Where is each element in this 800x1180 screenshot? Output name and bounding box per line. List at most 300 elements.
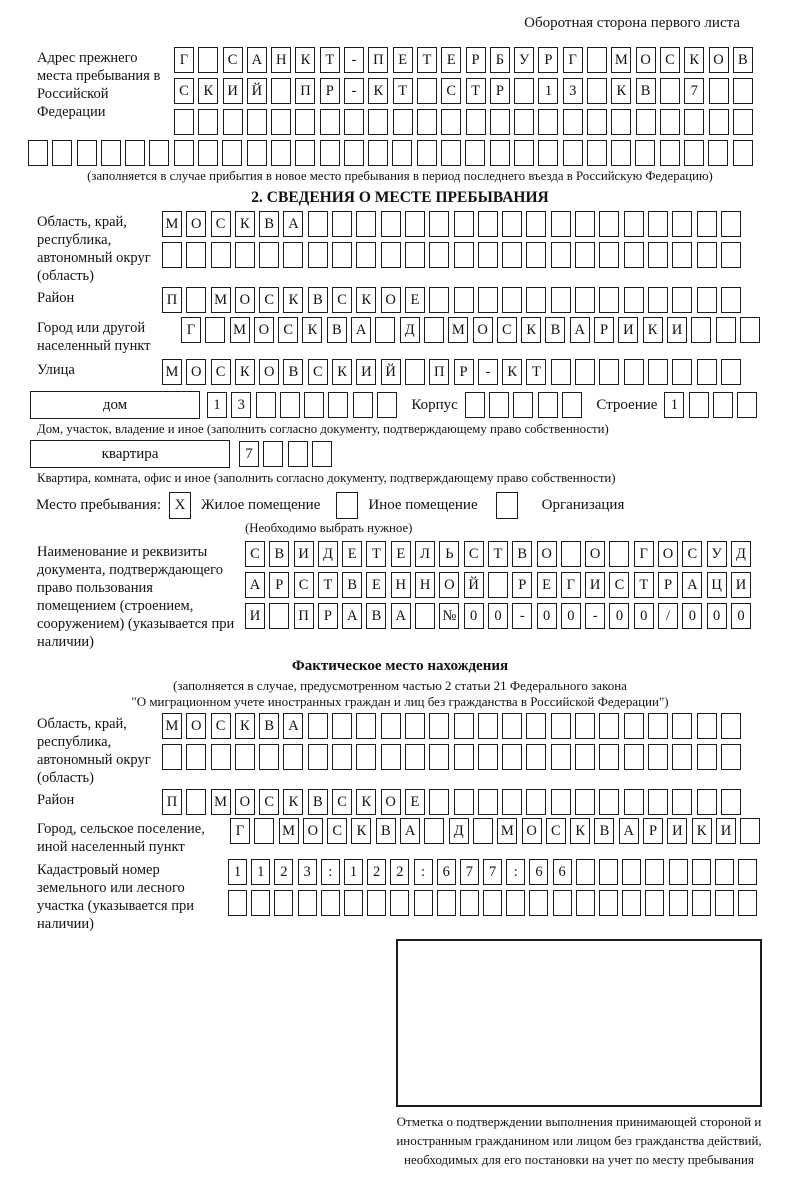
char-box[interactable]: В [283,359,303,385]
char-box[interactable] [692,890,711,916]
char-box[interactable] [645,859,664,885]
char-box[interactable]: Н [415,572,435,598]
char-box[interactable] [405,359,425,385]
char-box[interactable] [465,140,485,166]
char-box[interactable] [624,744,644,770]
char-box[interactable] [526,789,546,815]
char-box[interactable] [672,789,692,815]
char-box[interactable]: 0 [537,603,557,629]
char-box[interactable] [377,392,397,418]
checkbox-organization[interactable] [496,492,518,519]
char-box[interactable]: Р [454,359,474,385]
char-box[interactable]: И [716,818,736,844]
char-box[interactable]: Д [449,818,469,844]
char-box[interactable]: О [636,47,656,73]
char-box[interactable]: Р [643,818,663,844]
char-box[interactable]: Е [393,47,413,73]
char-box[interactable]: 1 [251,859,270,885]
char-box[interactable] [405,713,425,739]
char-box[interactable]: 7 [239,441,259,467]
char-box[interactable]: С [464,541,484,567]
char-box[interactable]: 7 [460,859,479,885]
char-box[interactable]: М [279,818,299,844]
char-box[interactable]: Р [318,603,338,629]
char-box[interactable] [599,359,619,385]
char-box[interactable]: 7 [483,859,502,885]
char-box[interactable]: С [308,359,328,385]
char-box[interactable]: В [376,818,396,844]
char-box[interactable]: Т [488,541,508,567]
char-box[interactable]: Н [391,572,411,598]
char-box[interactable]: - [344,47,364,73]
char-box[interactable]: К [570,818,590,844]
char-box[interactable] [429,242,449,268]
char-box[interactable] [308,744,328,770]
char-box[interactable] [353,392,373,418]
char-box[interactable] [274,890,293,916]
char-box[interactable] [283,744,303,770]
char-box[interactable] [713,392,733,418]
char-box[interactable]: М [162,359,182,385]
char-box[interactable] [332,713,352,739]
char-box[interactable]: Н [271,47,291,73]
char-box[interactable] [441,140,461,166]
char-box[interactable] [198,47,218,73]
char-box[interactable]: Ц [707,572,727,598]
char-box[interactable] [611,109,631,135]
char-box[interactable]: Е [537,572,557,598]
char-box[interactable] [77,140,97,166]
char-box[interactable]: К [643,317,663,343]
char-box[interactable]: Й [464,572,484,598]
char-box[interactable] [697,789,717,815]
char-box[interactable]: Е [405,287,425,313]
char-box[interactable] [563,140,583,166]
char-box[interactable]: Р [466,47,486,73]
char-box[interactable]: И [294,541,314,567]
char-box[interactable] [466,109,486,135]
char-box[interactable] [514,140,534,166]
char-box[interactable] [599,744,619,770]
char-box[interactable]: И [667,317,687,343]
char-box[interactable]: П [429,359,449,385]
char-box[interactable] [417,78,437,104]
char-box[interactable] [490,140,510,166]
char-box[interactable]: Е [405,789,425,815]
checkbox-residential[interactable]: X [169,492,191,519]
char-box[interactable]: Й [247,78,267,104]
char-box[interactable]: С [497,317,517,343]
char-box[interactable] [635,140,655,166]
char-box[interactable] [247,109,267,135]
char-box[interactable]: К [356,287,376,313]
char-box[interactable] [381,211,401,237]
char-box[interactable]: П [162,789,182,815]
char-box[interactable] [526,242,546,268]
char-box[interactable] [473,818,493,844]
char-box[interactable] [716,317,736,343]
char-box[interactable] [251,890,270,916]
char-box[interactable]: - [478,359,498,385]
char-box[interactable] [125,140,145,166]
char-box[interactable] [561,541,581,567]
char-box[interactable] [697,242,717,268]
char-box[interactable] [648,713,668,739]
char-box[interactable]: К [198,78,218,104]
char-box[interactable] [672,211,692,237]
char-box[interactable]: П [368,47,388,73]
char-box[interactable]: К [235,211,255,237]
char-box[interactable] [648,359,668,385]
char-box[interactable] [186,789,206,815]
char-box[interactable] [599,211,619,237]
char-box[interactable]: К [502,359,522,385]
char-box[interactable] [645,890,664,916]
char-box[interactable]: Т [318,572,338,598]
char-box[interactable] [205,317,225,343]
char-box[interactable] [526,211,546,237]
char-box[interactable]: В [308,287,328,313]
char-box[interactable] [599,287,619,313]
char-box[interactable] [344,890,363,916]
char-box[interactable] [672,359,692,385]
char-box[interactable] [514,78,534,104]
char-box[interactable] [424,818,444,844]
char-box[interactable]: 3 [231,392,251,418]
char-box[interactable]: 0 [731,603,751,629]
char-box[interactable]: Й [381,359,401,385]
char-box[interactable]: Р [320,78,340,104]
char-box[interactable]: А [283,713,303,739]
char-box[interactable] [223,109,243,135]
char-box[interactable] [478,242,498,268]
char-box[interactable]: А [570,317,590,343]
char-box[interactable]: А [283,211,303,237]
char-box[interactable] [740,317,760,343]
char-box[interactable] [624,287,644,313]
char-box[interactable]: О [186,359,206,385]
char-box[interactable]: П [294,603,314,629]
char-box[interactable] [269,603,289,629]
char-box[interactable]: Г [563,47,583,73]
checkbox-other-premises[interactable] [336,492,358,519]
char-box[interactable]: С [332,789,352,815]
char-box[interactable] [454,789,474,815]
char-box[interactable] [424,317,444,343]
char-box[interactable] [465,392,485,418]
char-box[interactable] [575,211,595,237]
char-box[interactable] [575,287,595,313]
char-box[interactable] [405,211,425,237]
char-box[interactable]: М [230,317,250,343]
char-box[interactable] [551,287,571,313]
char-box[interactable] [28,140,48,166]
char-box[interactable] [575,713,595,739]
char-box[interactable]: Р [594,317,614,343]
char-box[interactable]: У [707,541,727,567]
char-box[interactable]: В [327,317,347,343]
char-box[interactable] [454,744,474,770]
char-box[interactable] [320,109,340,135]
char-box[interactable] [733,78,753,104]
char-box[interactable] [429,789,449,815]
char-box[interactable] [624,211,644,237]
char-box[interactable]: Е [342,541,362,567]
char-box[interactable] [709,109,729,135]
char-box[interactable] [697,713,717,739]
char-box[interactable]: О [186,713,206,739]
char-box[interactable] [551,713,571,739]
char-box[interactable]: Г [181,317,201,343]
char-box[interactable] [551,242,571,268]
char-box[interactable] [721,211,741,237]
char-box[interactable] [684,109,704,135]
char-box[interactable] [321,890,340,916]
char-box[interactable]: В [733,47,753,73]
char-box[interactable] [660,109,680,135]
char-box[interactable] [733,109,753,135]
char-box[interactable] [271,109,291,135]
char-box[interactable]: Т [526,359,546,385]
char-box[interactable]: 0 [561,603,581,629]
char-box[interactable] [648,744,668,770]
char-box[interactable]: И [731,572,751,598]
char-box[interactable] [454,211,474,237]
char-box[interactable]: С [259,287,279,313]
char-box[interactable]: Р [490,78,510,104]
char-box[interactable] [235,744,255,770]
char-box[interactable]: В [259,713,279,739]
char-box[interactable] [101,140,121,166]
char-box[interactable]: С [223,47,243,73]
char-box[interactable]: Т [393,78,413,104]
char-box[interactable] [733,140,753,166]
char-box[interactable]: Т [634,572,654,598]
char-box[interactable] [538,392,558,418]
char-box[interactable]: У [514,47,534,73]
char-box[interactable] [587,140,607,166]
char-box[interactable]: Т [320,47,340,73]
char-box[interactable] [478,287,498,313]
char-box[interactable] [502,789,522,815]
char-box[interactable]: Ь [439,541,459,567]
char-box[interactable]: С [327,818,347,844]
char-box[interactable] [186,242,206,268]
char-box[interactable] [502,242,522,268]
char-box[interactable] [247,140,267,166]
char-box[interactable]: С [294,572,314,598]
char-box[interactable] [390,890,409,916]
char-box[interactable] [551,211,571,237]
char-box[interactable] [562,392,582,418]
char-box[interactable] [441,109,461,135]
char-box[interactable] [415,603,435,629]
char-box[interactable]: 0 [707,603,727,629]
char-box[interactable] [429,287,449,313]
char-box[interactable] [356,744,376,770]
char-box[interactable]: С [682,541,702,567]
char-box[interactable] [715,859,734,885]
char-box[interactable]: О [303,818,323,844]
char-box[interactable] [672,713,692,739]
char-box[interactable]: А [351,317,371,343]
char-box[interactable]: С [660,47,680,73]
char-box[interactable] [320,140,340,166]
char-box[interactable] [478,713,498,739]
char-box[interactable]: К [611,78,631,104]
char-box[interactable] [295,140,315,166]
char-box[interactable] [271,140,291,166]
char-box[interactable]: С [245,541,265,567]
char-box[interactable]: С [174,78,194,104]
char-box[interactable] [553,890,572,916]
char-box[interactable]: М [162,713,182,739]
char-box[interactable] [672,287,692,313]
char-box[interactable] [648,789,668,815]
char-box[interactable]: И [223,78,243,104]
char-box[interactable] [689,392,709,418]
char-box[interactable] [575,359,595,385]
char-box[interactable] [186,744,206,770]
char-box[interactable]: О [537,541,557,567]
char-box[interactable]: О [381,287,401,313]
char-box[interactable] [526,713,546,739]
char-box[interactable] [174,140,194,166]
char-box[interactable]: - [585,603,605,629]
char-box[interactable] [721,287,741,313]
char-box[interactable]: А [400,818,420,844]
char-box[interactable] [259,744,279,770]
char-box[interactable] [611,140,631,166]
char-box[interactable] [551,359,571,385]
char-box[interactable]: 0 [609,603,629,629]
char-box[interactable]: 3 [563,78,583,104]
char-box[interactable]: А [247,47,267,73]
char-box[interactable]: 1 [538,78,558,104]
char-box[interactable]: Г [174,47,194,73]
char-box[interactable] [375,317,395,343]
char-box[interactable] [312,441,332,467]
char-box[interactable] [576,859,595,885]
char-box[interactable]: К [692,818,712,844]
char-box[interactable] [737,392,757,418]
char-box[interactable] [460,890,479,916]
char-box[interactable]: С [211,713,231,739]
char-box[interactable] [478,211,498,237]
char-box[interactable]: К [368,78,388,104]
char-box[interactable] [502,211,522,237]
char-box[interactable]: 2 [367,859,386,885]
char-box[interactable]: 2 [274,859,293,885]
char-box[interactable] [308,713,328,739]
char-box[interactable] [529,890,548,916]
char-box[interactable]: Т [466,78,486,104]
char-box[interactable]: 6 [437,859,456,885]
char-box[interactable] [256,392,276,418]
char-box[interactable] [697,211,717,237]
char-box[interactable] [405,744,425,770]
char-box[interactable] [648,242,668,268]
char-box[interactable] [514,109,534,135]
char-box[interactable]: Т [366,541,386,567]
char-box[interactable] [648,287,668,313]
char-box[interactable] [162,744,182,770]
char-box[interactable] [429,211,449,237]
char-box[interactable]: О [259,359,279,385]
char-box[interactable]: С [278,317,298,343]
char-box[interactable] [454,287,474,313]
char-box[interactable]: С [546,818,566,844]
char-box[interactable]: Р [512,572,532,598]
char-box[interactable]: О [235,789,255,815]
char-box[interactable]: К [235,359,255,385]
char-box[interactable]: В [366,603,386,629]
char-box[interactable] [228,890,247,916]
char-box[interactable] [489,392,509,418]
char-box[interactable] [368,109,388,135]
char-box[interactable] [174,109,194,135]
char-box[interactable] [308,211,328,237]
char-box[interactable] [414,890,433,916]
char-box[interactable] [488,572,508,598]
char-box[interactable]: 0 [464,603,484,629]
char-box[interactable] [483,890,502,916]
char-box[interactable] [502,287,522,313]
char-box[interactable] [551,744,571,770]
char-box[interactable]: - [344,78,364,104]
char-box[interactable]: 6 [553,859,572,885]
char-box[interactable] [298,890,317,916]
char-box[interactable]: 7 [684,78,704,104]
char-box[interactable] [417,140,437,166]
char-box[interactable]: К [302,317,322,343]
char-box[interactable] [697,744,717,770]
char-box[interactable]: Е [366,572,386,598]
char-box[interactable] [259,242,279,268]
char-box[interactable] [295,109,315,135]
char-box[interactable]: - [512,603,532,629]
char-box[interactable] [526,744,546,770]
char-box[interactable] [417,109,437,135]
char-box[interactable]: И [667,818,687,844]
house-type-box[interactable]: дом [30,391,200,419]
char-box[interactable]: В [308,789,328,815]
char-box[interactable]: Д [400,317,420,343]
char-box[interactable] [587,47,607,73]
char-box[interactable] [575,744,595,770]
char-box[interactable]: 1 [207,392,227,418]
char-box[interactable]: 1 [664,392,684,418]
char-box[interactable]: О [473,317,493,343]
char-box[interactable] [381,713,401,739]
char-box[interactable] [691,317,711,343]
char-box[interactable]: П [295,78,315,104]
char-box[interactable] [708,140,728,166]
char-box[interactable]: А [619,818,639,844]
char-box[interactable] [356,242,376,268]
char-box[interactable] [368,140,388,166]
char-box[interactable]: В [545,317,565,343]
char-box[interactable]: К [521,317,541,343]
char-box[interactable]: В [342,572,362,598]
char-box[interactable] [587,109,607,135]
char-box[interactable] [721,242,741,268]
char-box[interactable]: С [259,789,279,815]
char-box[interactable] [198,140,218,166]
char-box[interactable] [721,744,741,770]
char-box[interactable] [738,859,757,885]
char-box[interactable] [490,109,510,135]
